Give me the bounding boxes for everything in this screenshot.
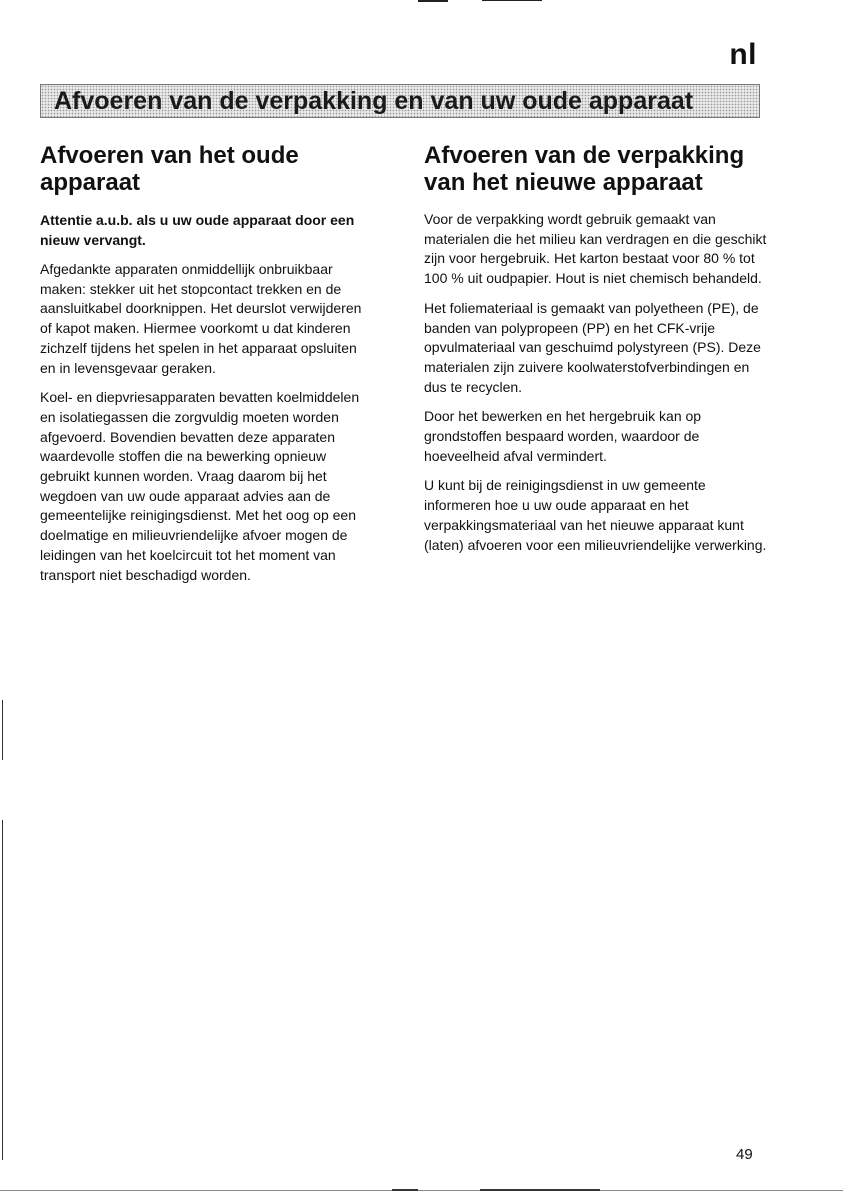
- language-code: nl: [729, 38, 757, 71]
- scan-edge-line: [0, 1190, 843, 1191]
- scan-margin-mark: [2, 700, 3, 760]
- left-paragraph: Afgedankte apparaten onmiddellijk onbruikbaar maken: stekker uit het stopcontact trekken en de aansluitkabel doorknippen. Het deurslot verwijderen of kapot maken. Hiermee voorkomt u dat kinderen zichzelf tijdens het spelen in het apparaat opsluiten en in levensgevaar geraken.: [40, 261, 362, 376]
- right-paragraph: Voor de verpakking wordt gebruik gemaakt van materialen die het milieu kan verdragen en die geschikt zijn voor hergebruik. Het karton bestaat voor 80 % tot 100 % uit oudpapier. Hout is niet chemisch behandeld.: [424, 211, 767, 287]
- right-paragraph: Door het bewerken en het hergebruik kan op grondstoffen bespaard worden, waardoor de hoeveelheid afval vermindert.: [424, 408, 702, 464]
- left-column: [40, 142, 375, 595]
- scan-margin-mark: [2, 820, 3, 1160]
- page-number: 49: [736, 1146, 753, 1163]
- right-heading: Afvoeren van de verpakking van het nieuwe apparaat: [424, 142, 745, 196]
- section-banner-title: Afvoeren van de verpakking en van uw oude apparaat: [54, 87, 694, 115]
- left-paragraph: Koel- en diepvriesapparaten bevatten koelmiddelen en isolatiegassen die zorgvuldig moeten worden afgevoerd. Bovendien bevatten deze apparaten waardevolle stoffen die na bewerking opnieuw gebruikt kunnen worden. Vraag daarom bij het wegdoen van uw oude apparaat advies aan de gemeentelijke reinigingsdienst. Met het oog op een doelmatige en milieuvriendelijke afvoer mogen de leidingen van het koelcircuit tot het moment van transport niet beschadigd worden.: [40, 389, 360, 583]
- right-paragraph: Het foliemateriaal is gemaakt van polyetheen (PE), de banden van polypropeen (PP) en het CFK-vrije opvulmateriaal van geschuimd polystyreen (PS). Deze materialen zijn zuivere koolwaterstofverbindingen en dus te recyclen.: [424, 299, 761, 395]
- scan-edge-line: [482, 0, 542, 1]
- left-note: Attentie a.u.b. als u uw oude apparaat door een nieuw vervangt.: [40, 212, 355, 248]
- left-heading: Afvoeren van het oude apparaat: [40, 142, 299, 196]
- scan-edge-line: [418, 0, 448, 2]
- scan-edge-line: [480, 1189, 600, 1191]
- scan-edge-line: [392, 1189, 418, 1191]
- section-banner: [40, 84, 760, 118]
- right-column: [424, 142, 769, 565]
- right-paragraph: U kunt bij de reinigingsdienst in uw gemeente informeren hoe u uw oude apparaat en het verpakkingsmateriaal van het nieuwe apparaat kunt (laten) afvoeren voor een milieuvriendelijke verwerking.: [424, 477, 767, 553]
